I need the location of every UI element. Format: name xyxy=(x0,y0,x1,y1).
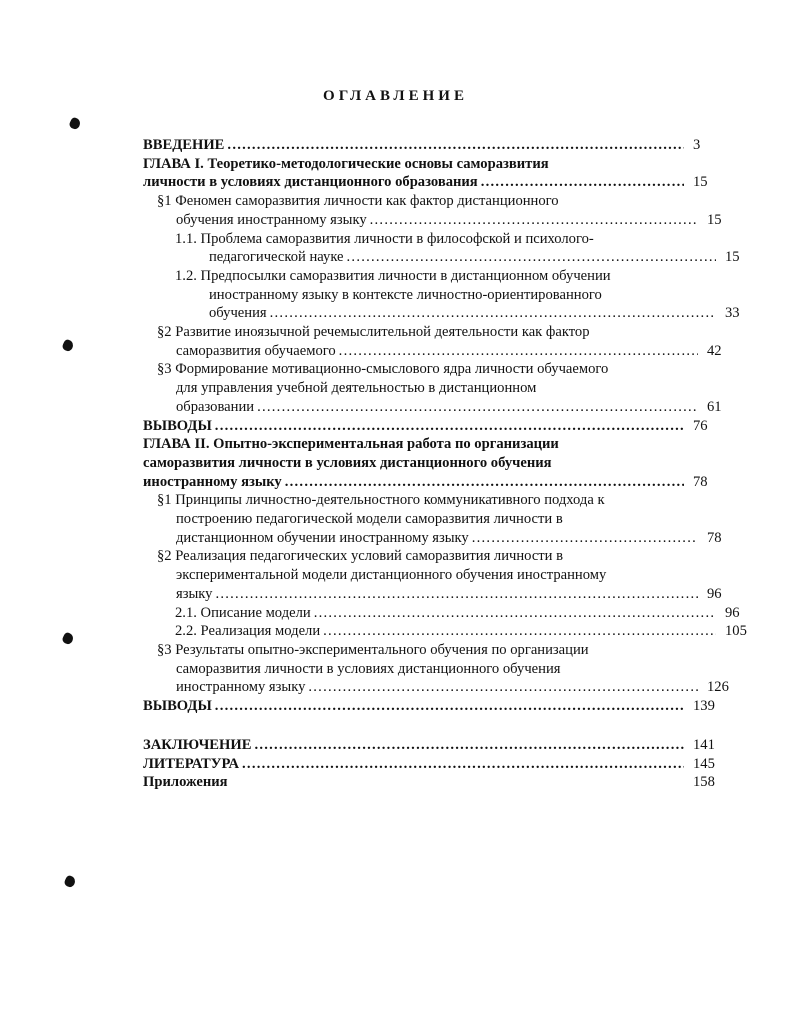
toc-entry-text: образовании xyxy=(176,398,255,415)
toc-page-number: 42 xyxy=(707,342,722,359)
toc-entry-text: 1.1. Проблема саморазвития личности в философской и психолого- xyxy=(175,230,594,247)
dot-leader xyxy=(472,529,698,548)
table-of-contents xyxy=(143,136,747,792)
toc-entry-text: обучения иностранному языку xyxy=(176,211,367,228)
toc-entry-text: для управления учебной деятельностью в дистанционном xyxy=(176,380,537,397)
toc-entry-text: §1 Принципы личностно-деятельностного коммуникативного подхода к xyxy=(157,492,605,509)
dot-leader xyxy=(257,398,698,417)
dot-leader xyxy=(215,697,684,716)
toc-page-number: 3 xyxy=(693,137,701,153)
toc-entry xyxy=(143,323,737,360)
dot-leader xyxy=(285,473,684,492)
toc-entry-text: дистанционном обучении иностранному языку xyxy=(176,529,469,546)
toc-page-number: 158 xyxy=(693,774,715,791)
toc-entry-text: ВЫВОДЫ xyxy=(143,698,212,715)
toc-entry-text: Приложения xyxy=(143,774,228,791)
toc-entry-text: иностранному языку xyxy=(143,473,282,490)
toc-entry-text: 2.2. Реализация модели xyxy=(175,623,321,640)
toc-entry xyxy=(143,641,737,697)
toc-entry-text: иностранному языку xyxy=(176,679,306,696)
toc-entry-text: ВЫВОДЫ xyxy=(143,417,212,434)
toc-entry xyxy=(143,547,737,603)
toc-entry xyxy=(143,267,755,323)
toc-entry xyxy=(143,136,723,155)
toc-entry-text: языку xyxy=(176,585,213,602)
toc-page-number: 96 xyxy=(725,604,740,621)
toc-entry-text: обучения xyxy=(209,305,267,322)
toc-entry-text: иностранному языку в контексте личностно-ориентированного xyxy=(209,286,602,303)
dot-leader xyxy=(339,342,698,361)
toc-entry-text: экспериментальной модели дистанционного обучения иностранному xyxy=(176,567,607,584)
toc-page-number: 126 xyxy=(707,679,729,696)
dot-leader xyxy=(323,622,716,641)
toc-entry xyxy=(143,230,755,267)
toc-entry xyxy=(143,491,737,547)
toc-entry xyxy=(143,155,723,192)
toc-entry-text: §2 Развитие иноязычной речемыслительной деятельности как фактор xyxy=(157,324,590,341)
toc-page-number: 76 xyxy=(693,417,708,434)
toc-entry-text: ЗАКЛЮЧЕНИЕ xyxy=(143,736,252,753)
dot-leader xyxy=(254,736,684,755)
toc-page-number: 105 xyxy=(725,623,747,640)
toc-entry-text: ГЛАВА I. Теоретико-методологические основы саморазвития xyxy=(143,155,549,172)
toc-entry-text: педагогической науке xyxy=(209,249,344,266)
toc-entry xyxy=(143,755,723,774)
dot-leader xyxy=(308,678,698,697)
dot-leader xyxy=(347,248,716,267)
dot-leader xyxy=(242,755,684,774)
toc-page-number: 145 xyxy=(693,755,715,772)
toc-entry-text: ВВЕДЕНИЕ xyxy=(143,137,225,153)
punch-hole-mark xyxy=(61,338,75,352)
toc-entry xyxy=(143,736,723,755)
toc-entry xyxy=(143,604,755,623)
toc-page-number: 78 xyxy=(693,473,708,490)
toc-page-number: 96 xyxy=(707,585,722,602)
toc-entry-text: саморазвития личности в условиях дистанционного обучения xyxy=(143,454,552,471)
dot-leader xyxy=(227,136,684,155)
toc-entry-text: построению педагогической модели саморазвития личности в xyxy=(176,511,563,528)
toc-entry-text: личности в условиях дистанционного образования xyxy=(143,174,478,191)
toc-page-number: 139 xyxy=(693,698,715,715)
punch-hole-mark xyxy=(68,116,82,130)
toc-entry xyxy=(143,622,755,641)
dot-leader xyxy=(314,604,716,623)
page-title: ОГЛАВЛЕНИЕ xyxy=(323,88,468,104)
punch-hole-mark xyxy=(63,874,77,888)
toc-page-number: 61 xyxy=(707,398,722,415)
toc-entry xyxy=(143,697,723,716)
dot-leader xyxy=(270,304,716,323)
toc-entry-text: саморазвития личности в условиях дистанционного обучения xyxy=(176,660,561,677)
dot-leader xyxy=(215,417,684,436)
dot-leader xyxy=(481,173,684,192)
toc-entry xyxy=(143,417,723,436)
toc-page-number: 15 xyxy=(693,174,708,191)
toc-entry-text: §1 Феномен саморазвития личности как фактор дистанционного xyxy=(157,193,559,210)
toc-page-number: 78 xyxy=(707,529,722,546)
toc-entry-text: ЛИТЕРАТУРА xyxy=(143,755,240,772)
toc-entry-text: §3 Формирование мотивационно-смыслового ядра личности обучаемого xyxy=(157,361,609,378)
toc-page-number: 141 xyxy=(693,736,715,753)
toc-entry-text: саморазвития обучаемого xyxy=(176,342,336,359)
punch-hole-mark xyxy=(61,631,75,645)
dot-leader xyxy=(370,211,698,230)
toc-entry-text: §2 Реализация педагогических условий саморазвития личности в xyxy=(157,548,564,565)
toc-entry-text: ГЛАВА II. Опытно-экспериментальная работа по организации xyxy=(143,436,559,453)
toc-entry xyxy=(143,435,723,491)
toc-page-number: 15 xyxy=(707,211,722,228)
toc-entry xyxy=(143,192,737,229)
toc-entry xyxy=(143,773,723,792)
toc-entry-text: 2.1. Описание модели xyxy=(175,604,311,621)
toc-page-number: 33 xyxy=(725,305,740,322)
toc-entry-text: 1.2. Предпосылки саморазвития личности в дистанционном обучении xyxy=(175,267,611,284)
toc-entry xyxy=(143,360,737,416)
toc-page-number: 15 xyxy=(725,249,740,266)
toc-entry-text: §3 Результаты опытно-экспериментального обучения по организации xyxy=(157,641,589,658)
dot-leader xyxy=(215,585,698,604)
